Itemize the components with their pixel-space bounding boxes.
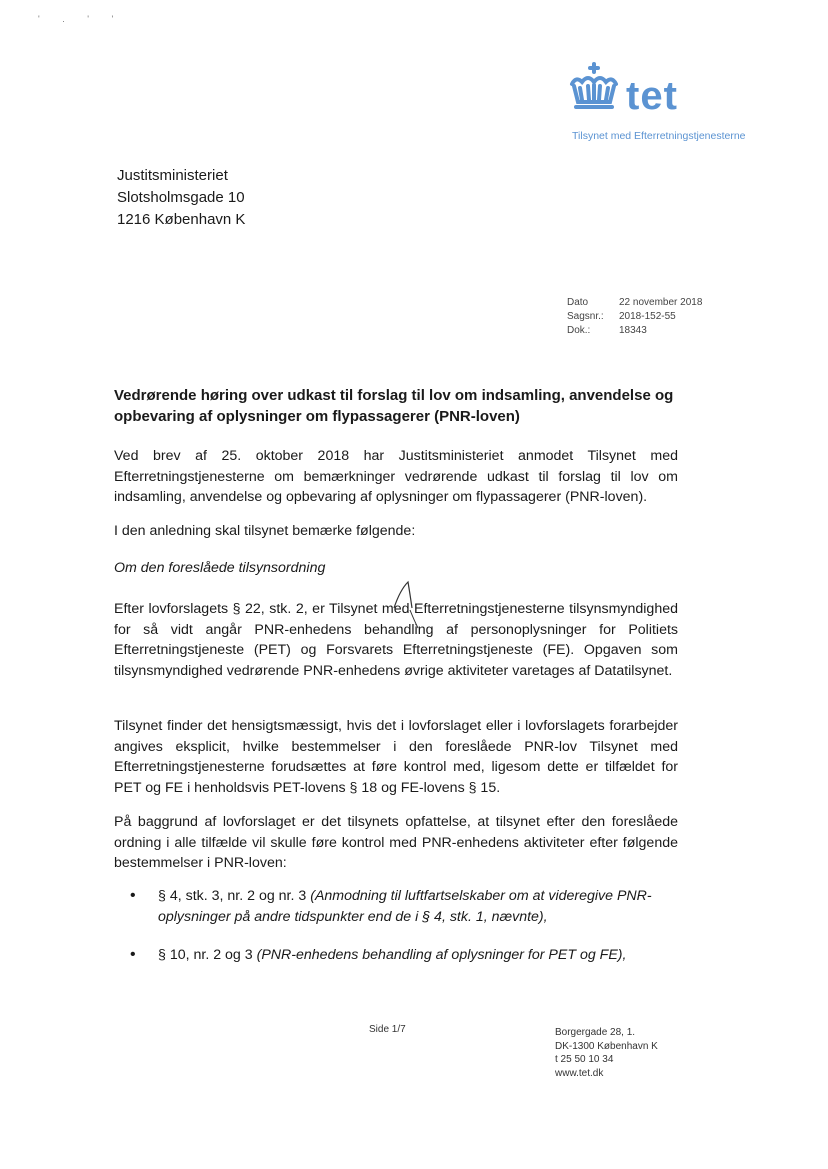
- bullet-ref: § 4, stk. 3, nr. 2 og nr. 3: [158, 888, 311, 904]
- sender-address: [555, 1026, 658, 1080]
- scan-artifact: ' . ' ': [38, 14, 124, 24]
- meta-row-case: [567, 310, 702, 324]
- meta-value: 18343: [619, 325, 647, 336]
- bullet-note: (PNR-enhedens behandling af oplysninger for PET og FE),: [256, 947, 627, 963]
- document-meta: [567, 296, 702, 338]
- meta-label: Dato: [567, 297, 589, 308]
- paragraph-recommendation: Tilsynet finder det hensigtsmæssigt, hvis det i lovforslaget eller i lovforslagets forarbejder angives eksplicit, hvilke bestemmelser i den foreslåede PNR-lov Tilsynet med Efterretningstjenesterne forudsættes at føre kontrol med, ligesom dette er tilfældet for PET og FE i henholdsvis PET-lovens § 18 og FE-lovens § 15.: [114, 718, 678, 796]
- bullet-note: (Anmodning til luftfartselskaber om at videregive PNR-oplysninger på andre tidspunkter end de i § 4, stk. 1, nævnte),: [158, 888, 652, 925]
- meta-label: Dok.:: [567, 325, 591, 336]
- paragraph-intro: Ved brev af 25. oktober 2018 har Justitsministeriet anmodet Tilsynet med Efterretningstjenesterne om bemærkninger vedrørende udkast til forslag til lov om indsamling, anvendelse og opbevaring af oplysninger om flypassagerer (PNR-loven).: [114, 448, 678, 505]
- paragraph-supervision: Efter lovforslagets § 22, stk. 2, er Tilsynet med Efterretningstjenesterne tilsynsmyndighed for så vidt angår PNR-enhedens behandling af personoplysninger for Politiets Efterretningstjeneste (PET) og Forsvarets Efterretningstjeneste (FE). Opgaven som tilsynsmyndighed vedrørende PNR-enhedens øvrige aktiviteter varetages af Datatilsynet.: [114, 601, 678, 679]
- handwritten-mark-icon: [388, 580, 438, 630]
- sender-street: Borgergade 28, 1.: [555, 1027, 636, 1038]
- meta-row-date: [567, 296, 702, 310]
- recipient-name: Justitsministeriet: [117, 167, 228, 184]
- section-heading: Om den foreslåede tilsynsordning: [114, 560, 326, 576]
- crown-icon: [566, 62, 622, 110]
- meta-label: Sagsnr.:: [567, 311, 604, 322]
- paragraph-basis: På baggrund af lovforslaget er det tilsynets opfattelse, at tilsynet efter den foreslåede ordning i alle tilfælde vil skulle føre kontrol med PNR-enhedens aktiviteter efter følgende bestemmelser i PNR-loven:: [114, 814, 678, 871]
- tet-logo: [566, 62, 758, 146]
- sender-city: DK-1300 København K: [555, 1040, 658, 1052]
- meta-value: 2018-152-55: [619, 311, 676, 322]
- list-item: [130, 886, 678, 927]
- list-item: [130, 945, 678, 966]
- page-number: Side 1/7: [369, 1024, 406, 1035]
- recipient-address: [117, 165, 245, 231]
- logo-wordmark: tet: [626, 74, 678, 118]
- meta-row-doc: [567, 324, 702, 338]
- sender-website: www.tet.dk: [555, 1067, 604, 1079]
- letter-title: Vedrørende høring over udkast til forslag til lov om indsamling, anvendelse og opbevaring af oplysninger om flypassagerer (PNR-loven): [114, 387, 674, 425]
- bullet-ref: § 10, nr. 2 og 3: [158, 947, 257, 963]
- recipient-street: Slotsholmsgade 10: [117, 189, 245, 206]
- recipient-city: 1216 København K: [117, 211, 246, 228]
- paragraph-note: I den anledning skal tilsynet bemærke følgende:: [114, 523, 416, 539]
- logo-subtitle: Tilsynet med Efterretningstjenesterne: [572, 130, 746, 142]
- sender-phone: t 25 50 10 34: [555, 1054, 614, 1065]
- bullet-list: [130, 886, 678, 966]
- meta-value: 22 november 2018: [619, 297, 703, 308]
